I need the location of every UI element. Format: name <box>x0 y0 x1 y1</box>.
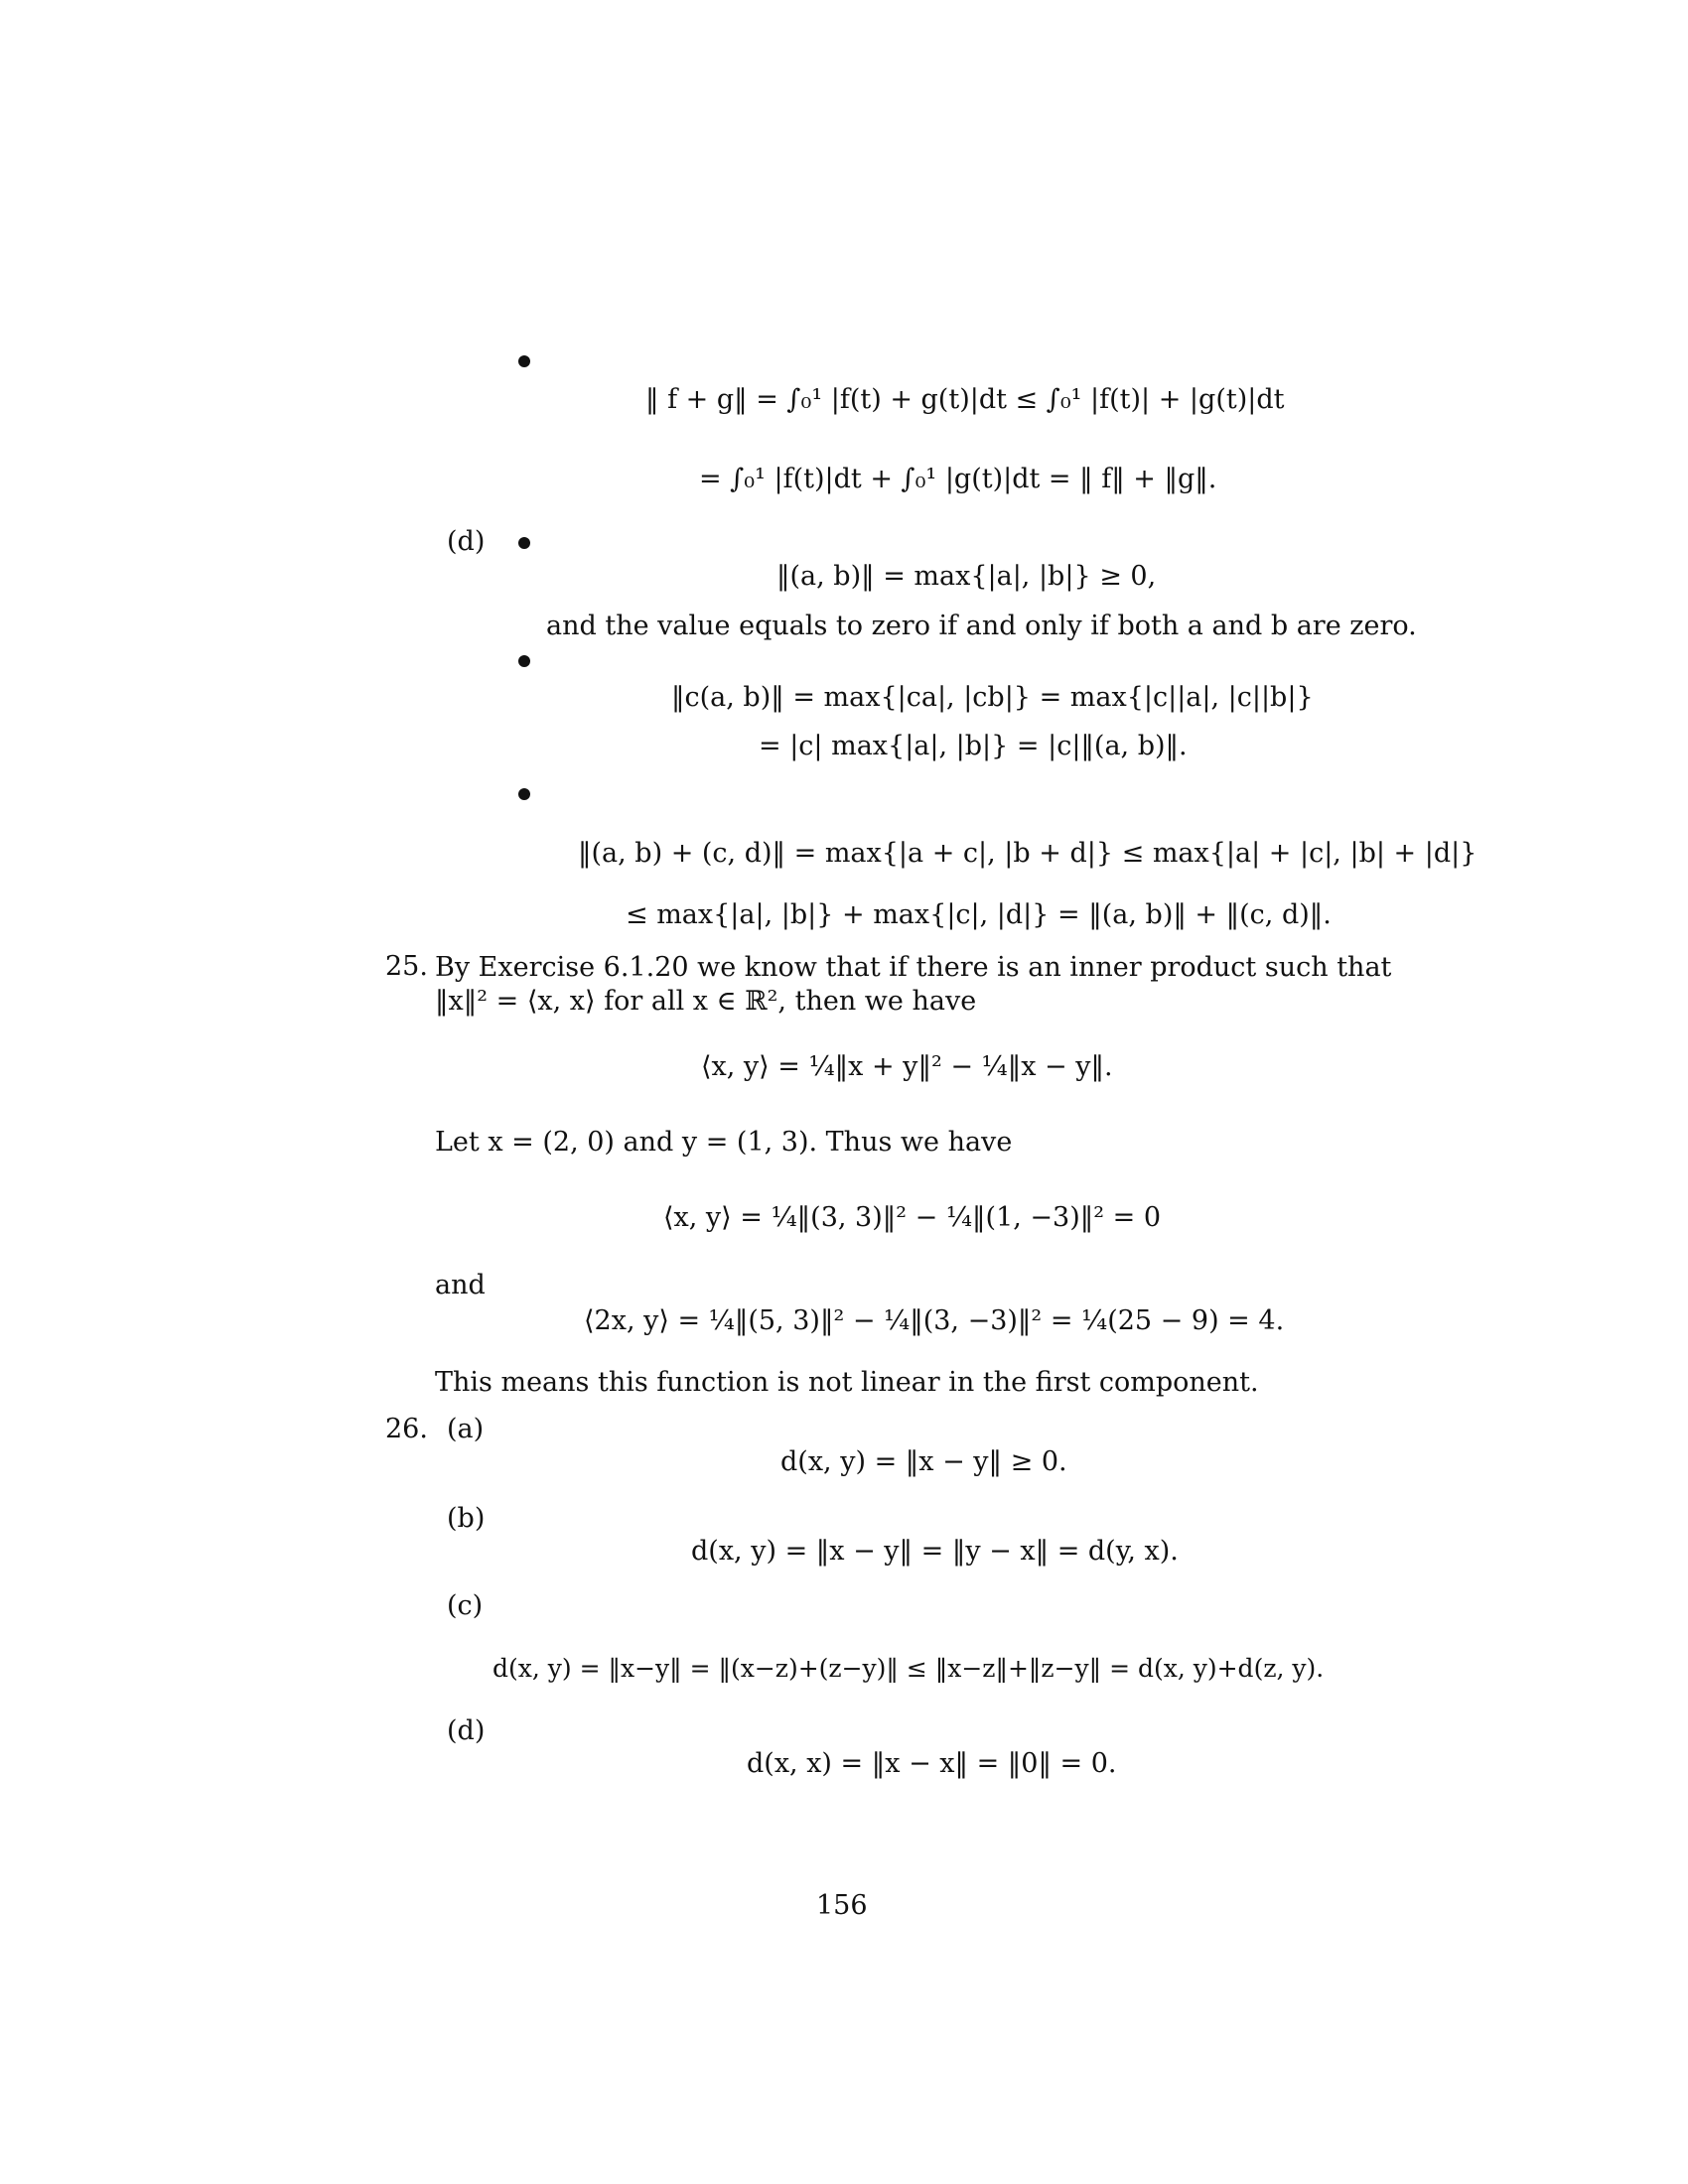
ex25-inner-product-xy: ⟨x, y⟩ = ¼‖(3, 3)‖² − ¼‖(1, −3)‖² = 0 <box>663 1202 1162 1233</box>
equation-triangle-line2: ≤ max{|a|, |b|} + max{|c|, |d|} = ‖(a, b)‖ + ‖(c, d)‖. <box>626 899 1332 930</box>
equation-scalar-line2: = |c| max{|a|, |b|} = |c|‖(a, b)‖. <box>759 731 1188 761</box>
ex26-label-b: (b) <box>447 1503 486 1534</box>
ex25-and: and <box>435 1270 486 1300</box>
ex26-label-d: (d) <box>447 1715 486 1746</box>
ex25-conclusion: This means this function is not linear in the first component. <box>435 1367 1259 1398</box>
ex25-let-text: Let x = (2, 0) and y = (1, 3). Thus we have <box>435 1127 1013 1158</box>
ex25-polarization-equation: ⟨x, y⟩ = ¼‖x + y‖² − ¼‖x − y‖. <box>701 1051 1113 1082</box>
equation-triangle-line1: ‖(a, b) + (c, d)‖ = max{|a + c|, |b + d|} ≤ max{|a| + |c|, |b| + |d|} <box>578 838 1477 869</box>
item-label-d: (d) <box>447 526 486 557</box>
ex26-equation-c: d(x, y) = ‖x−y‖ = ‖(x−z)+(z−y)‖ ≤ ‖x−z‖+‖z−y‖ = d(x, y)+d(z, y). <box>492 1654 1325 1683</box>
ex26-equation-a: d(x, y) = ‖x − y‖ ≥ 0. <box>780 1446 1067 1477</box>
bullet <box>518 788 530 800</box>
exercise-number-26: 26. <box>385 1414 428 1444</box>
page-number: 156 <box>816 1890 868 1921</box>
exercise-number-25: 25. <box>385 951 428 982</box>
bullet <box>518 355 530 367</box>
equation-scalar-line1: ‖c(a, b)‖ = max{|ca|, |cb|} = max{|c||a|, |c||b|} <box>671 682 1314 713</box>
equation-max-norm: ‖(a, b)‖ = max{|a|, |b|} ≥ 0, <box>776 561 1157 592</box>
equation-fg-line2: = ∫₀¹ |f(t)|dt + ∫₀¹ |g(t)|dt = ‖ f‖ + ‖g‖. <box>699 464 1217 494</box>
ex25-inner-product-2xy: ⟨2x, y⟩ = ¼‖(5, 3)‖² − ¼‖(3, −3)‖² = ¼(25 − 9) = 4. <box>584 1305 1285 1336</box>
ex26-label-c: (c) <box>447 1590 484 1621</box>
ex25-text-line2: ‖x‖² = ⟨x, x⟩ for all x ∈ ℝ², then we have <box>435 986 977 1017</box>
ex26-equation-d: d(x, x) = ‖x − x‖ = ‖0‖ = 0. <box>747 1748 1117 1779</box>
ex26-label-a: (a) <box>447 1414 485 1444</box>
equation-fg-line1: ‖ f + g‖ = ∫₀¹ |f(t) + g(t)|dt ≤ ∫₀¹ |f(t)| + |g(t)|dt <box>645 384 1285 415</box>
text-zero-condition: and the value equals to zero if and only if both a and b are zero. <box>546 611 1417 641</box>
bullet <box>518 655 530 667</box>
ex25-text-line1: By Exercise 6.1.20 we know that if there is an inner product such that <box>435 952 1392 983</box>
ex26-equation-b: d(x, y) = ‖x − y‖ = ‖y − x‖ = d(y, x). <box>691 1536 1179 1567</box>
bullet <box>518 537 530 549</box>
